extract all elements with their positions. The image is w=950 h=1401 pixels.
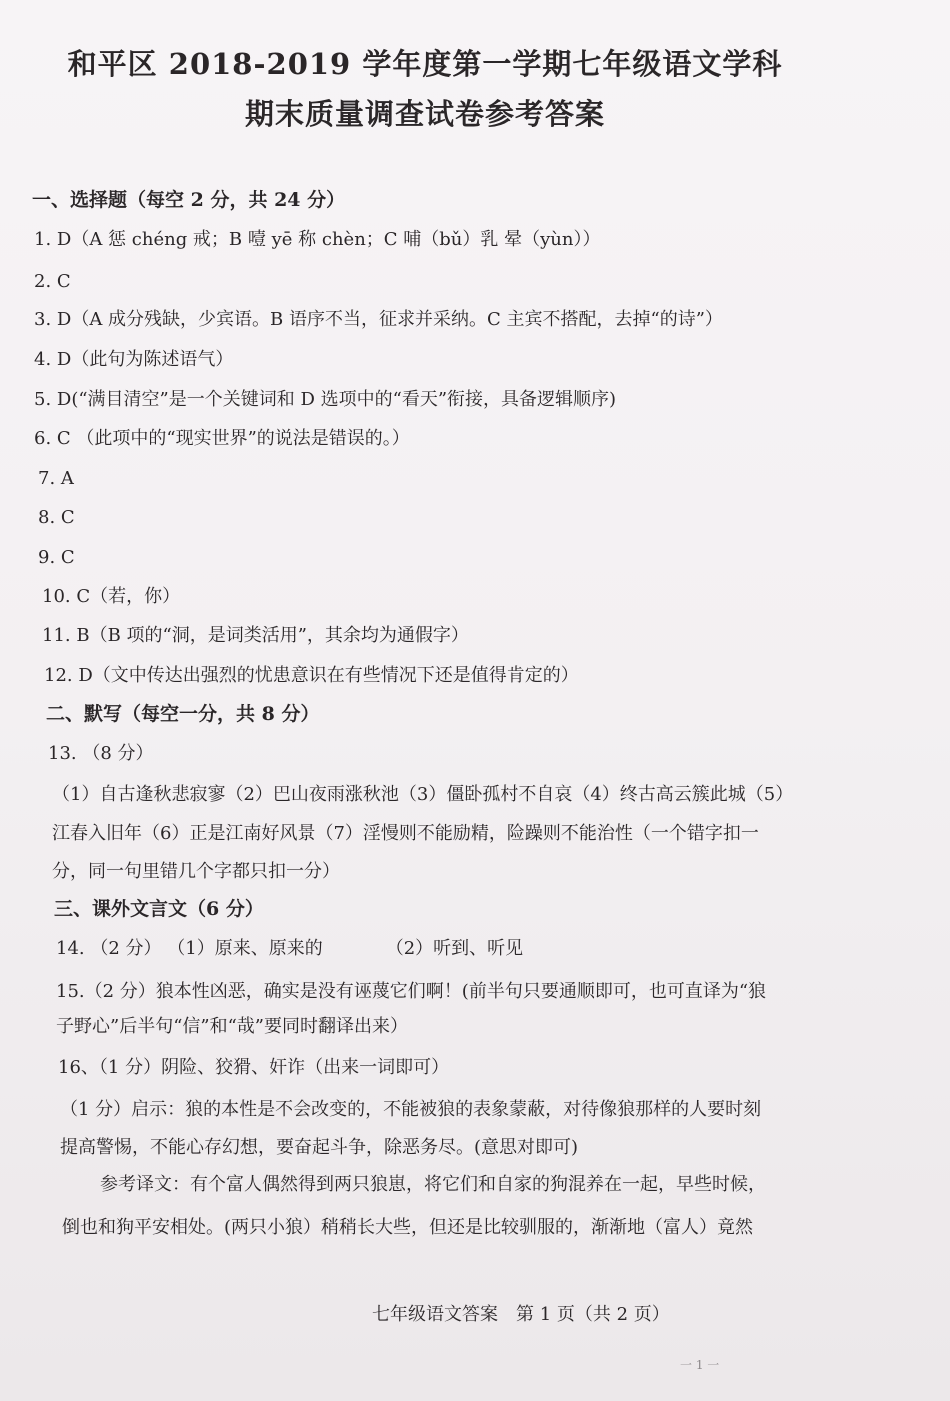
answer-line-16-cont: 提高警惕，不能心存幻想，要奋起斗争，除恶务尽。(意思对即可) [60, 1137, 579, 1158]
section-heading-dictation: 二、默写（每空一分，共 8 分） [46, 703, 320, 725]
answer-line-2: 2. C [34, 271, 71, 292]
answer-line-15-cont: 子野心”后半句“信”和“哉”要同时翻译出来） [56, 1016, 409, 1037]
page-footer: 七年级语文答案 第 1 页（共 2 页） [372, 1304, 670, 1325]
page-mark: 一 1 一 [680, 1358, 720, 1372]
answer-line-8: 8. C [38, 507, 75, 528]
answer-line-13: 13. （8 分） [48, 743, 154, 764]
dictation-line-3: 分，同一句里错几个字都只扣一分） [52, 861, 340, 882]
answer-line-10: 10. C（若，你） [42, 586, 181, 607]
answer-line-14: 14. （2 分） （1）原来、原来的 （2）听到、听见 [56, 938, 524, 959]
title-line-1: 和平区 2018-2019 学年度第一学期七年级语文学科 [67, 47, 783, 81]
translation-line-1: 参考译文：有个富人偶然得到两只狼崽，将它们和自家的狗混养在一起，早些时候， [100, 1174, 766, 1195]
answer-line-3: 3. D（A 成分残缺，少宾语。B 语序不当，征求并采纳。C 主宾不搭配，去掉“的诗”） [34, 309, 723, 330]
answer-line-12: 12. D（文中传达出强烈的忧患意识在有些情况下还是值得肯定的） [44, 665, 579, 686]
answer-line-11: 11. B（B 项的“洞，是词类活用”，其余均为通假字） [42, 625, 469, 646]
section-heading-choice: 一、选择题（每空 2 分，共 24 分） [32, 189, 346, 211]
answer-line-16-enlightenment: （1 分）启示：狼的本性是不会改变的，不能被狼的表象蒙蔽，对待像狼那样的人要时刻 [60, 1099, 762, 1120]
answer-line-6: 6. C （此项中的“现实世界”的说法是错误的。） [34, 428, 410, 449]
title-line-2: 期末质量调查试卷参考答案 [244, 97, 605, 131]
answer-line-16: 16、（1 分）阴险、狡猾、奸诈（出来一词即可） [58, 1057, 450, 1078]
dictation-line-1: （1）自古逢秋悲寂寥（2）巴山夜雨涨秋池（3）僵卧孤村不自哀（4）终古高云簇此城（5） [52, 784, 794, 805]
answer-line-5: 5. D(“满目清空”是一个关键词和 D 选项中的“看天”衔接，具备逻辑顺序) [34, 389, 617, 410]
answer-line-7: 7. A [38, 468, 74, 489]
answer-line-9: 9. C [38, 547, 75, 568]
answer-line-4: 4. D（此句为陈述语气） [34, 349, 234, 370]
section-heading-classical: 三、课外文言文（6 分） [54, 898, 264, 920]
answer-line-15: 15.（2 分）狼本性凶恶，确实是没有诬蔑它们啊！(前半句只要通顺即可，也可直译为“狼 [56, 981, 767, 1002]
answer-line-1: 1. D（A 惩 chéng 戒；B 噎 yē 称 chèn；C 哺（bǔ）乳 晕（yùn）） [34, 229, 601, 250]
dictation-line-2: 江春入旧年（6）正是江南好风景（7）淫慢则不能励精，险躁则不能治性（一个错字扣一 [52, 823, 759, 844]
translation-line-2: 倒也和狗平安相处。(两只小狼）稍稍长大些，但还是比较驯服的，渐渐地（富人）竟然 [62, 1217, 754, 1238]
